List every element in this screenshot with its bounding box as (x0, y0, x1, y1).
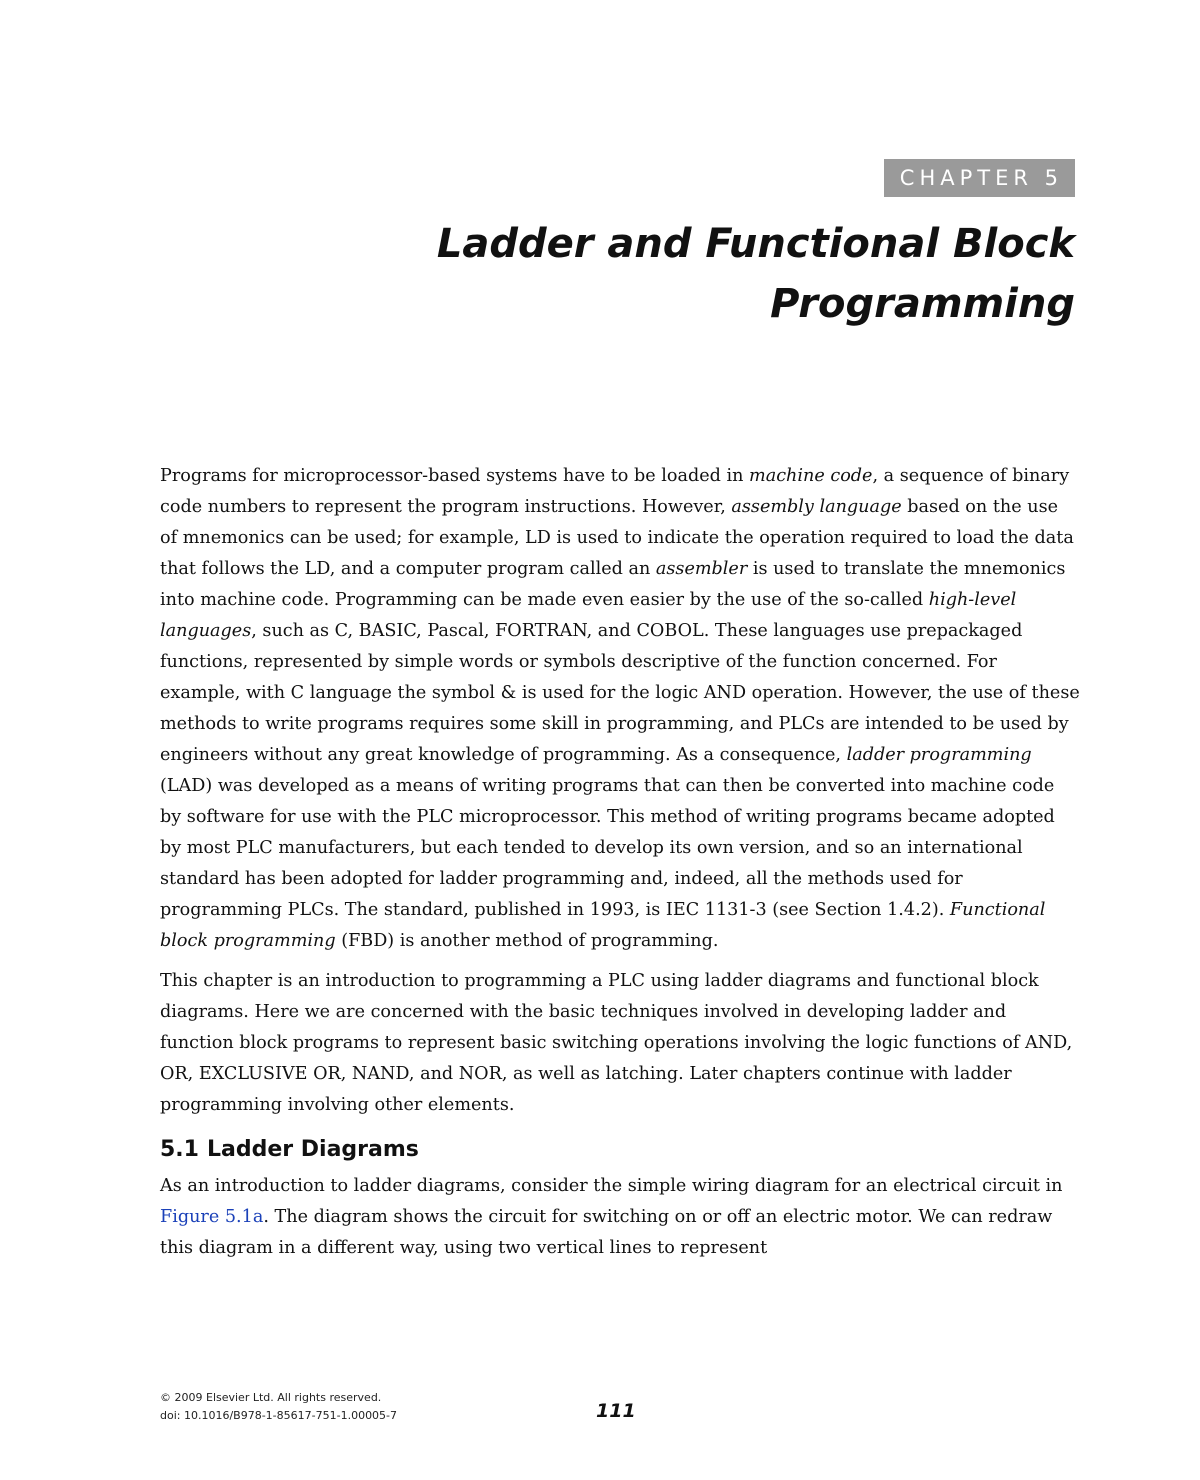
figure-link[interactable]: Figure 5.1a (160, 1207, 264, 1227)
section-title: Ladder Diagrams (206, 1137, 419, 1162)
term-assembler: assembler (655, 559, 748, 579)
text-run: (LAD) was developed as a means of writing programs that can then be converted into machine code by software for use with the PLC microprocessor. This method of writing programs became adopted by most PLC manufacturers, but each tended to develop its own version, and so an international standard has been adopted for ladder programming and, indeed, all the methods used for programming PLCs. The standard, published in 1993, is IEC 1131-3 (see Section 1.4.2). (160, 776, 1055, 920)
body-text (160, 461, 1080, 1273)
ladder-intro-paragraph (160, 1171, 1080, 1264)
term-high-level-languages: high-level languages (160, 590, 1017, 641)
chapter-title (275, 214, 1075, 334)
text-run: based on the use of mnemonics can be used; for example, LD is used to indicate the operation required to load the data that follows the LD, and a computer program called an (160, 497, 1074, 579)
text-run: (FBD) is another method of programming. (335, 931, 719, 951)
doi-line: doi: 10.1016/B978-1-85617-751-1.00005-7 (160, 1409, 398, 1422)
footer-copyright (160, 1389, 397, 1425)
section-number: 5.1 (160, 1137, 199, 1162)
term-machine-code: machine code (749, 466, 873, 486)
text-run: , such as C, BASIC, Pascal, FORTRAN, and COBOL. These languages use prepackaged functions, represented by simple words or symbols descriptive of the function concerned. For example, with C language the symbol & is used for the logic AND operation. However, the use of these methods to write programs requires some skill in programming, and PLCs are intended to be used by engineers without any great knowledge of programming. As a consequence, (160, 621, 1080, 765)
section-heading (160, 1135, 1080, 1165)
chapter-title-line-2: Programming (770, 281, 1075, 327)
chapter-overview-paragraph: This chapter is an introduction to programming a PLC using ladder diagrams and functional block diagrams. Here we are concerned with the basic techniques involved in developing ladder and function block programs to represent basic switching operations involving the logic functions of AND, OR, EXCLUSIVE OR, NAND, and NOR, as well as latching. Later chapters continue with ladder programming involving other elements. (160, 971, 1073, 1115)
text-run: is used to translate the mnemonics into machine code. Programming can be made even easier by the use of the so-called (160, 559, 1066, 610)
chapter-badge: CHAPTER 5 (884, 159, 1075, 197)
text-run: , a sequence of binary code numbers to represent the program instructions. However, (160, 466, 1070, 517)
text-run: . The diagram shows the circuit for switching on or off an electric motor. We can redraw this diagram in a different way, using two vertical lines to represent (160, 1207, 1053, 1258)
term-assembly-language: assembly language (731, 497, 902, 517)
text-run: Programs for microprocessor-based systems have to be loaded in (160, 466, 750, 486)
text-run: As an introduction to ladder diagrams, consider the simple wiring diagram for an electrical circuit in (160, 1176, 1063, 1196)
chapter-title-line-1: Ladder and Functional Block (436, 221, 1075, 267)
page-number: 111 (596, 1400, 636, 1422)
term-ladder-programming: ladder programming (846, 745, 1032, 765)
copyright-line: © 2009 Elsevier Ltd. All rights reserved. (160, 1391, 382, 1404)
term-functional-block-programming: Functional block programming (160, 900, 1046, 951)
intro-paragraph (160, 461, 1080, 957)
